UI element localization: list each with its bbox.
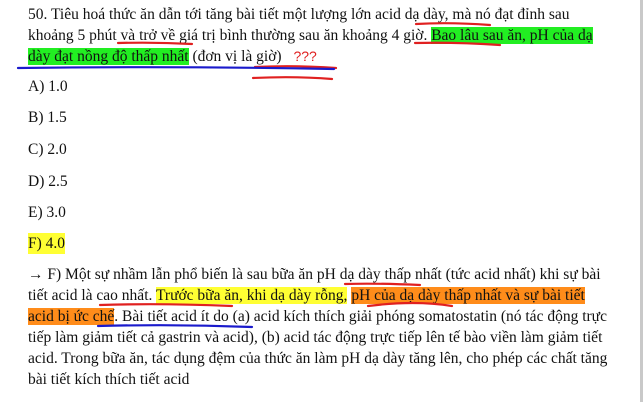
answer-rest: . Bài tiết acid ít do (a) acid kích thích giải phóng somatostatin (nó tác động trực tiếp làm giảm tiết cả gastrin và acid), (b) acid tác động trực tiếp lên tế bào viền làm giảm tiết acid. Trong bữa ăn, tác dụng đệm của thức ăn làm pH dạ dày tăng lên, cho phép các chất tăng bài tiết kích thích tiết acid [28,308,608,388]
question-annotation: ??? [293,48,317,64]
option-label: E) [28,204,43,221]
question-text [28,4,608,67]
option-label: D) [28,173,45,190]
option-a [28,76,68,97]
option-value: 1.5 [47,109,67,126]
answer-orange-highlight: pH của dạ dày thấp nhất và sự bài tiết acid bị ức chế [28,287,585,325]
option-value: 1.0 [48,78,68,95]
option-d [28,171,68,192]
option-c [28,139,67,160]
question-number: 50. [28,6,48,23]
answer-yellow-highlight: Trước bữa ăn, khi dạ dày rỗng, [155,287,348,304]
option-value: 3.0 [46,204,66,221]
answer-arrow: → F) [28,266,62,283]
answer-body: Một sự nhầm lẫn phổ biến là sau bữa ăn pH dạ dày thấp nhất (tức acid nhất) khi sự bài tiết acid là cao nhất. [28,266,601,304]
red-underline-nong-do-2 [253,77,332,79]
answer-explanation [28,264,608,390]
question-highlight: Bao lâu sau ăn, pH của dạ dày đạt nồng độ thấp nhất [28,27,593,65]
option-b [28,107,67,128]
option-e [28,202,66,223]
option-f-correct [28,233,65,254]
option-label: B) [28,109,44,126]
question-body: Tiêu hoá thức ăn dẫn tới tăng bài tiết một lượng lớn acid dạ dày, mà nó đạt đỉnh sau khoảng 5 phút và trở về giá trị bình thường sau ăn khoảng 4 giờ. [28,6,570,44]
option-label: A) [28,78,45,95]
option-label: F) [28,235,42,252]
option-value: 4.0 [45,235,66,252]
option-value: 2.0 [47,141,67,158]
blue-underline-bao-lau [18,67,334,69]
option-value: 2.5 [48,173,68,190]
question-unit: (đơn vị là giờ) [192,48,282,65]
option-label: C) [28,141,44,158]
